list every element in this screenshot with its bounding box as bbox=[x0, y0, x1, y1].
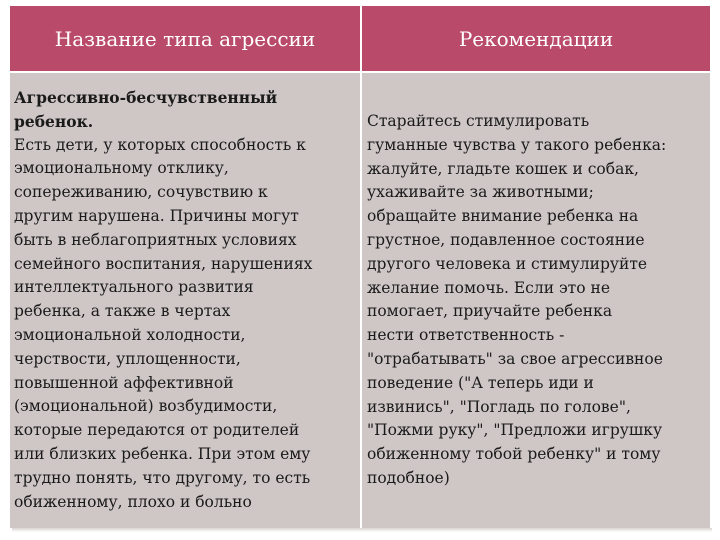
recommendation-line: поведение ("А теперь иди и bbox=[367, 373, 594, 392]
recommendation-line: нести ответственность - bbox=[367, 326, 565, 345]
type-text-line: трудно понять, что другому, то есть bbox=[14, 468, 311, 487]
header-recommendations: Рекомендации bbox=[458, 26, 614, 51]
type-text-line: ребенка, а также в чертах bbox=[14, 302, 231, 321]
aggression-type-cell bbox=[14, 86, 358, 514]
type-text-line: интеллектуального развития bbox=[14, 278, 254, 297]
recommendation-line: подобное) bbox=[367, 468, 450, 487]
table-shadow bbox=[12, 528, 712, 532]
type-text-line: повышенной аффективной bbox=[14, 373, 234, 392]
recommendation-line: грустное, подавленное состояние bbox=[367, 230, 645, 249]
type-text-line: Есть дети, у которых способность к bbox=[14, 135, 306, 154]
type-text-line: которые передаются от родителей bbox=[14, 421, 300, 440]
type-title-line: Агрессивно-бесчувственный bbox=[14, 88, 278, 107]
recommendation-line: помогает, приучайте ребенка bbox=[367, 302, 613, 321]
recommendation-line: Старайтесь стимулировать bbox=[367, 112, 590, 130]
type-text-line: сопереживанию, сочувствию к bbox=[14, 183, 268, 202]
table-header-row bbox=[10, 6, 710, 73]
recommendation-line: извинись", "Погладь по голове", bbox=[367, 397, 631, 416]
type-text-line: (эмоциональной) возбудимости, bbox=[14, 397, 278, 416]
type-text-line: другим нарушена. Причины могут bbox=[14, 206, 299, 225]
aggression-table bbox=[10, 6, 710, 528]
recommendation-line: обращайте внимание ребенка на bbox=[367, 207, 639, 226]
header-aggression-type: Название типа агрессии bbox=[54, 26, 316, 51]
recommendation-line: жалуйте, гладьте кошек и собак, bbox=[367, 159, 639, 178]
type-title-line: ребенок. bbox=[14, 111, 94, 131]
type-text-line: черствости, уплощенности, bbox=[14, 349, 241, 368]
recommendation-line: желание помочь. Если это не bbox=[367, 278, 610, 297]
column-divider bbox=[360, 73, 362, 528]
type-text-line: или близких ребенка. При этом ему bbox=[14, 444, 311, 463]
recommendations-cell bbox=[367, 110, 710, 491]
recommendation-line: другого человека и стимулируйте bbox=[367, 254, 648, 273]
type-text-line: эмоциональной холодности, bbox=[14, 325, 246, 344]
type-text-line: обиженному, плохо и больно bbox=[14, 492, 252, 511]
type-text-line: семейного воспитания, нарушениях bbox=[14, 254, 313, 273]
recommendation-line: гуманные чувства у такого ребенка: bbox=[367, 135, 667, 154]
recommendation-line: "отрабатывать" за свое агрессивное bbox=[367, 349, 663, 368]
recommendation-line: "Пожми руку", "Предложи игрушку bbox=[367, 421, 663, 440]
type-text-line: быть в неблагоприятных условиях bbox=[14, 230, 297, 249]
recommendation-line: ухаживайте за животными; bbox=[367, 183, 594, 202]
type-text-line: эмоциональному отклику, bbox=[14, 159, 229, 178]
recommendation-line: обиженному тобой ребенку" и тому bbox=[367, 445, 661, 464]
